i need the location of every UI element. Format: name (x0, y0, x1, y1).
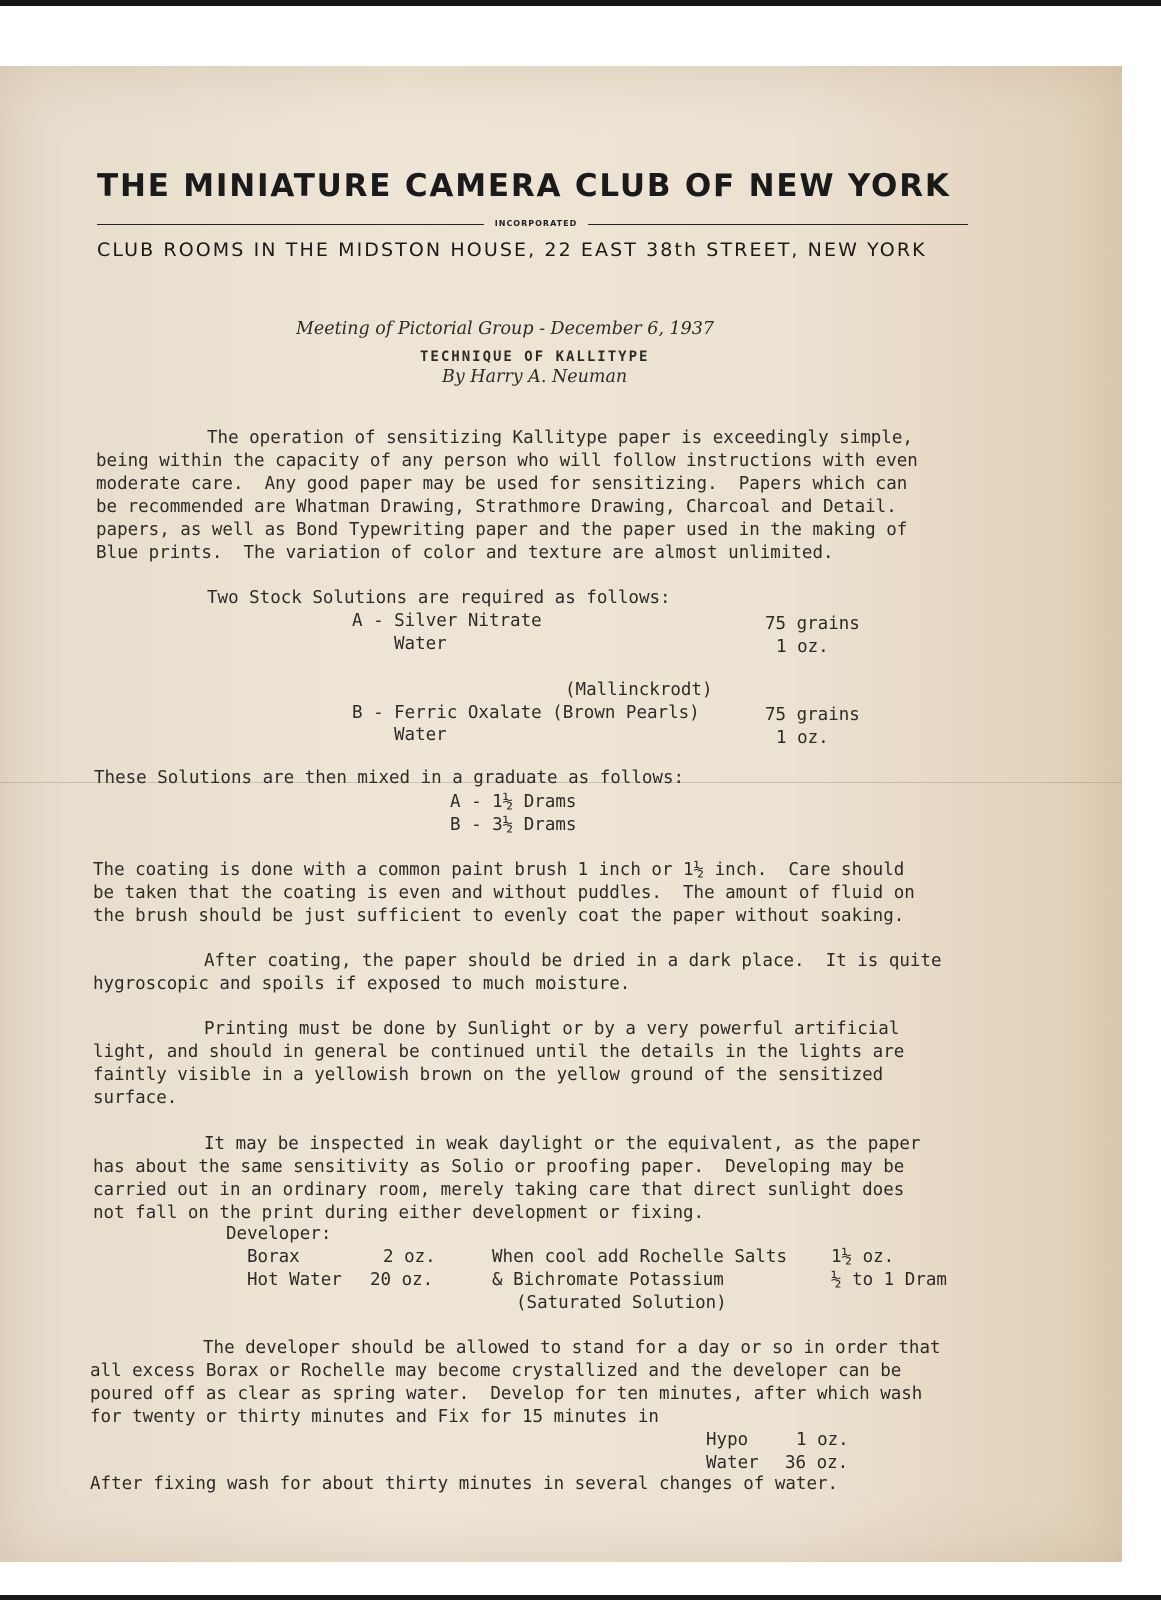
intro-line: moderate care. Any good paper may be used for sensitizing. Papers which can (96, 474, 908, 494)
mix-a: A - 1½ Drams (450, 792, 577, 812)
stand-line: for twenty or thirty minutes and Fix for 15 minutes in (90, 1407, 659, 1427)
developer-rochelle: When cool add Rochelle Salts (492, 1247, 788, 1267)
printing-line: Printing must be done by Sunlight or by a very powerful artificial (204, 1019, 900, 1039)
coating-line: the brush should be just sufficient to evenly coat the paper without soaking. (93, 906, 905, 926)
developer-label: Developer: (226, 1224, 332, 1244)
printing-line: surface. (93, 1088, 178, 1108)
intro-line: being within the capacity of any person who will follow instructions with even (96, 451, 918, 471)
scan-bottom-edge (0, 1595, 1161, 1600)
stock-b-label: B - Ferric Oxalate (Brown Pearls) (352, 703, 700, 723)
fix-water: Water (706, 1453, 759, 1473)
article-author: By Harry A. Neuman (442, 367, 628, 387)
mix-b: B - 3½ Drams (450, 815, 577, 835)
stock-b-note: (Mallinckrodt) (565, 680, 713, 700)
inspect-line: It may be inspected in weak daylight or the equivalent, as the paper (204, 1134, 921, 1154)
letterhead-title: THE MINIATURE CAMERA CLUB OF NEW YORK (97, 168, 951, 204)
fix-hypo: Hypo (706, 1430, 749, 1450)
intro-line: The operation of sensitizing Kallitype paper is exceedingly simple, (207, 428, 913, 448)
developer-water-qty: 20 oz. (370, 1270, 434, 1290)
coating-line: be taken that the coating is even and without puddles. The amount of fluid on (93, 883, 915, 903)
developer-borax: Borax (247, 1247, 300, 1267)
letterhead-rule-left (97, 224, 484, 225)
inspect-line: not fall on the print during either development or fixing. (93, 1203, 705, 1223)
stock-b-water-qty: 1 oz. (776, 728, 829, 748)
developer-saturated: (Saturated Solution) (516, 1293, 727, 1313)
developer-bichromate: & Bichromate Potassium (492, 1270, 724, 1290)
stand-line: poured off as clear as spring water. Develop for ten minutes, after which wash (90, 1384, 923, 1404)
stock-a-water: Water (394, 634, 447, 654)
meeting-line: Meeting of Pictorial Group - December 6, 1937 (296, 319, 714, 339)
inspect-line: has about the same sensitivity as Solio or proofing paper. Developing may be (93, 1157, 905, 1177)
intro-line: Blue prints. The variation of color and texture are almost unlimited. (96, 543, 834, 563)
letterhead-incorporated: INCORPORATED (494, 219, 578, 228)
scan-top-edge (0, 0, 1161, 6)
developer-rochelle-qty: 1½ oz. (831, 1247, 895, 1267)
stock-intro: Two Stock Solutions are required as follows: (207, 588, 671, 608)
coating-line: The coating is done with a common paint brush 1 inch or 1½ inch. Care should (93, 860, 905, 880)
stand-line: The developer should be allowed to stand for a day or so in order that (203, 1338, 941, 1358)
inspect-line: carried out in an ordinary room, merely taking care that direct sunlight does (93, 1180, 905, 1200)
stand-line: all excess Borax or Rochelle may become crystallized and the developer can be (90, 1361, 902, 1381)
printing-line: faintly visible in a yellowish brown on the yellow ground of the sensitized (93, 1065, 884, 1085)
developer-water: Hot Water (247, 1270, 342, 1290)
fix-hypo-qty: 1 oz. (796, 1430, 849, 1450)
stock-a-qty: 75 grains (765, 614, 860, 634)
developer-borax-qty: 2 oz. (383, 1247, 436, 1267)
drying-line: hygroscopic and spoils if exposed to much moisture. (93, 974, 631, 994)
intro-line: be recommended are Whatman Drawing, Strathmore Drawing, Charcoal and Detail. (96, 497, 897, 517)
stock-a-label: A - Silver Nitrate (352, 611, 542, 631)
final-line: After fixing wash for about thirty minutes in several changes of water. (90, 1474, 839, 1494)
letterhead-address: CLUB ROOMS IN THE MIDSTON HOUSE, 22 EAST 38th STREET, NEW YORK (97, 239, 927, 261)
printing-line: light, and should in general be continued until the details in the lights are (93, 1042, 905, 1062)
developer-bichromate-qty: ½ to 1 Dram (831, 1270, 947, 1290)
article-title: TECHNIQUE OF KALLITYPE (420, 349, 650, 365)
fix-water-qty: 36 oz. (785, 1453, 849, 1473)
stock-a-water-qty: 1 oz. (776, 637, 829, 657)
letterhead-rule-right (588, 224, 968, 225)
mix-intro: These Solutions are then mixed in a graduate as follows: (94, 768, 685, 788)
intro-line: papers, as well as Bond Typewriting paper and the paper used in the making of (96, 520, 908, 540)
drying-line: After coating, the paper should be dried in a dark place. It is quite (204, 951, 942, 971)
stock-b-water: Water (394, 725, 447, 745)
stock-b-qty: 75 grains (765, 705, 860, 725)
